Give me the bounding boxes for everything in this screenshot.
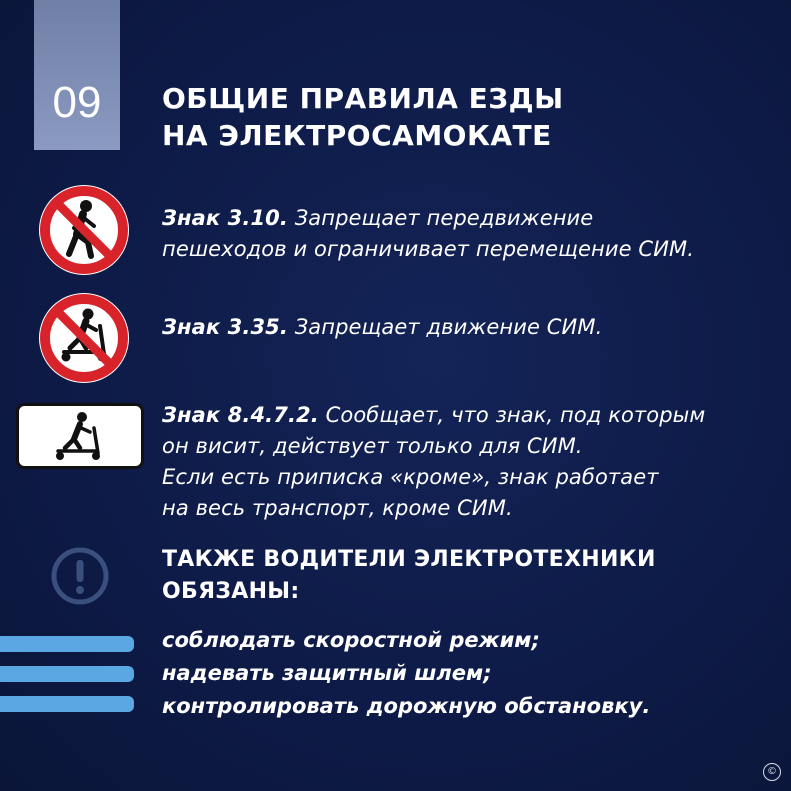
accent-bar-1 (0, 636, 134, 652)
also-heading-line-1: ТАКЖЕ ВОДИТЕЛИ ЭЛЕКТРОТЕХНИКИ (162, 547, 656, 572)
sign-8-4-7-2-line-2: он висит, действует только для СИМ. (162, 434, 583, 458)
sign-3-10-text-1: Запрещает передвижение (287, 206, 594, 230)
sign-3-35-text-1: Запрещает движение СИМ. (287, 315, 603, 339)
duties-list (162, 624, 650, 723)
sign-3-10-code: Знак 3.10. (162, 206, 288, 230)
sign-8-4-7-2-description (162, 400, 705, 524)
accent-bar-3 (0, 696, 134, 712)
sign-3-10-description (162, 203, 694, 265)
scooter-plate-sign-icon (16, 403, 144, 469)
duty-item-1: соблюдать скоростной режим; (162, 628, 540, 652)
sign-8-4-7-2-text-1: Сообщает, что знак, под которым (318, 403, 706, 427)
sign-3-10-line-2: пешеходов и ограничивает перемещение СИМ. (162, 237, 694, 261)
sign-8-4-7-2-code: Знак 8.4.7.2. (162, 403, 319, 427)
no-scooter-sign-icon (36, 290, 132, 386)
no-pedestrians-sign-icon (36, 182, 132, 278)
sign-3-10-line-1 (162, 203, 694, 234)
duty-item-2: надевать защитный шлем; (162, 661, 492, 685)
section-number: 09 (52, 78, 102, 127)
title-line-1: ОБЩИЕ ПРАВИЛА ЕЗДЫ (162, 82, 564, 115)
duty-item-3: контролировать дорожную обстановку. (162, 694, 651, 718)
sign-3-35-line-1 (162, 312, 602, 343)
also-heading (162, 544, 656, 608)
sign-3-35-description (162, 312, 602, 343)
sign-8-4-7-2-line-4: на весь транспорт, кроме СИМ. (162, 496, 513, 520)
title-line-2: НА ЭЛЕКТРОСАМОКАТЕ (162, 119, 552, 152)
page-title (162, 80, 722, 154)
accent-bar-2 (0, 666, 134, 682)
copyright-mark: © (763, 763, 781, 781)
sign-3-35-code: Знак 3.35. (162, 315, 288, 339)
also-heading-line-2: ОБЯЗАНЫ: (162, 579, 300, 604)
section-number-block (34, 0, 120, 150)
sign-8-4-7-2-line-1 (162, 400, 705, 431)
exclamation-icon (50, 546, 110, 606)
sign-8-4-7-2-line-3: Если есть приписка «кроме», знак работает (162, 465, 659, 489)
